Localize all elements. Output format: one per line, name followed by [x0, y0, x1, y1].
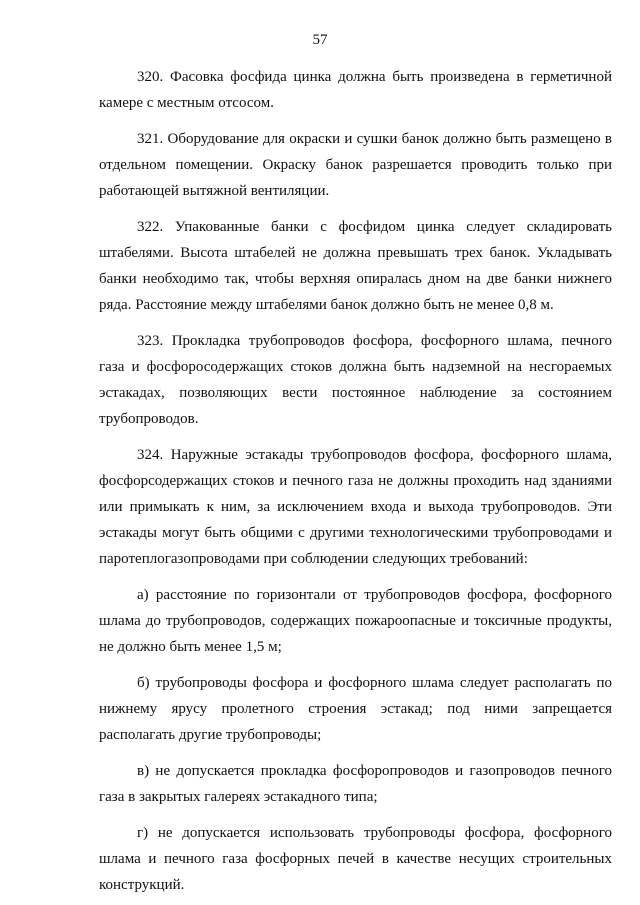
paragraph-322: 322. Упакованные банки с фосфидом цинка следует складировать штабелями. Высота штабелей не должна превышать трех банок. Укладывать банки необходимо так, чтобы верхняя опиралась дном на две банки нижнего ряда. Расстояние между штабелями банок должно быть не менее 0,8 м.: [99, 219, 612, 313]
list-item-b: б) трубопроводы фосфора и фосфорного шлама следует располагать по нижнему ярусу пролетного строения эстакад; под ними запрещается располагать другие трубопроводы;: [99, 675, 612, 743]
page-number: 57: [312, 32, 328, 48]
paragraph-323: 323. Прокладка трубопроводов фосфора, фосфорного шлама, печного газа и фосфоросодержащих стоков должна быть надземной на несгораемых эстакадах, позволяющих вести постоянное наблюдение за состоянием трубопроводов.: [99, 333, 612, 427]
paragraph-321: 321. Оборудование для окраски и сушки банок должно быть размещено в отдельном помещении. Окраску банок разрешается проводить только при работающей вытяжной вентиляции.: [99, 131, 612, 199]
list-item-v: в) не допускается прокладка фосфоропроводов и газопроводов печного газа в закрытых галереях эстакадного типа;: [99, 763, 612, 805]
paragraph-320: 320. Фасовка фосфида цинка должна быть произведена в герметичной камере с местным отсосом.: [99, 69, 612, 111]
paragraph-324: 324. Наружные эстакады трубопроводов фосфора, фосфорного шлама, фосфорсодержащих стоков и печного газа не должны проходить над зданиями или примыкать к ним, за исключением входа и выхода трубопроводов. Эти эстакады могут быть общими с другими технологическими трубопроводами и паротеплогазопроводами при соблюдении следующих требований:: [99, 447, 612, 567]
document-body: [99, 64, 612, 898]
list-item-a: а) расстояние по горизонтали от трубопроводов фосфора, фосфорного шлама до трубопроводов, содержащих пожароопасные и токсичные продукты, не должно быть менее 1,5 м;: [99, 587, 612, 655]
list-item-g: г) не допускается использовать трубопроводы фосфора, фосфорного шлама и печного газа фосфорных печей в качестве несущих строительных конструкций.: [99, 825, 612, 893]
